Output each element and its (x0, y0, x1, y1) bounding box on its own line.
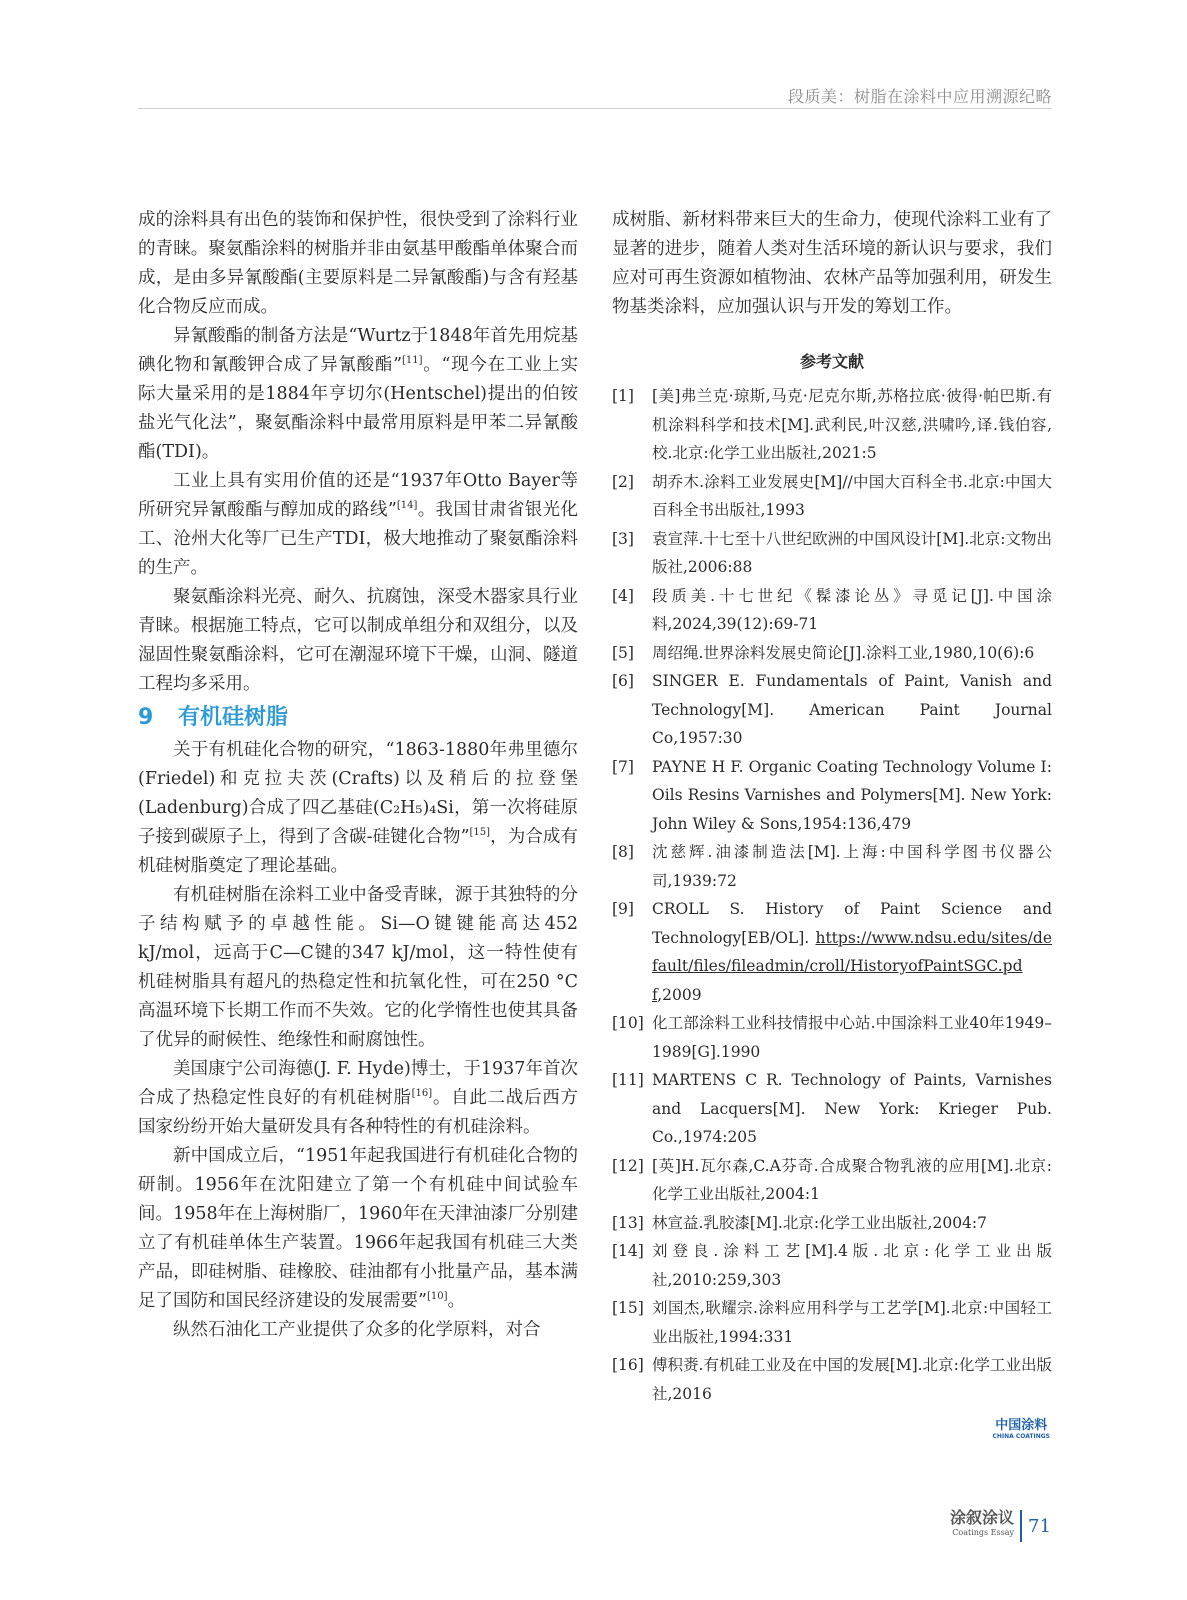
footer-divider (1020, 1510, 1022, 1542)
reference-text-part: 林宣益.乳胶漆[M].北京:化学工业出版社,2004:7 (652, 1213, 987, 1232)
references-title: 参考文献 (799, 352, 864, 371)
reference-text-part: 刘登良.涂料工艺[M].4版.北京:化学工业出版社,2010:259,303 (652, 1242, 1052, 1289)
reference-index: [16] (612, 1356, 644, 1374)
paragraph-text: 新中国成立后，“1951年起我国进行有机硅化合物的研制。1956年在沈阳建立了第一个有机硅中间试验车间。1958年在上海树脂厂，1960年在天津油漆厂分别建立了有机硅单体生产装置。1966年起我国有机硅三大类产品，即硅树脂、硅橡胶、硅油都有小批量产品，基本满足了国防和国民经济建设的发展需要” (138, 1146, 578, 1311)
footer-brand-en: Coatings Essay (952, 1528, 1015, 1537)
reference-index: [10] (612, 1014, 644, 1032)
reference-index: [5] (612, 643, 634, 662)
reference-text (652, 582, 1052, 639)
reference-text-part: SINGER E. Fundamentals of Paint, Vanish and Technology[M]. American Paint Journal Co,1957:30 (652, 672, 1052, 747)
reference-text (652, 1152, 1052, 1209)
reference-item (612, 525, 1052, 582)
reference-text-part: 周绍绳.世界涂料发展史简论[J].涂料工业,1980,10(6):6 (652, 643, 1035, 662)
reference-index: [1] (612, 387, 634, 405)
reference-index: [2] (612, 472, 634, 491)
citation-marker: [14] (396, 500, 418, 512)
reference-item (612, 895, 1052, 1009)
reference-text (652, 1009, 1052, 1066)
reference-index: [12] (612, 1156, 644, 1175)
reference-text (652, 838, 1052, 895)
reference-item (612, 1351, 1052, 1408)
reference-item (612, 639, 1052, 668)
citation-marker: [10] (426, 1291, 448, 1303)
section-number: 9 (138, 705, 154, 730)
reference-index: [7] (612, 757, 634, 776)
paragraph (138, 467, 578, 583)
paragraph (138, 322, 578, 467)
reference-item (612, 1209, 1052, 1238)
paragraph (138, 1055, 578, 1142)
running-header (138, 84, 1052, 109)
references-list (612, 382, 1052, 1408)
paragraph-text: 聚氨酯涂料光亮、耐久、抗腐蚀，深受木器家具行业青睐。根据施工特点，它可以制成单组分和双组分，以及湿固性聚氨酯涂料，它可在潮湿环境下干燥，山洞、隧道工程均多采用。 (138, 587, 578, 694)
reference-link[interactable]: https://www.ndsu.edu/sites/default/files/fileadmin/croll/HistoryofPaintSGC.pdf (652, 928, 1052, 1004)
page-footer (950, 1508, 1051, 1542)
paragraph-text: 成的涂料具有出色的装饰和保护性，很快受到了涂料行业的青睐。聚氨酯涂料的树脂并非由氨基甲酸酯单体聚合而成，是由多异氰酸酯(主要原料是二异氰酸酯)与含有羟基化合物反应而成。 (138, 210, 578, 317)
reference-item (612, 382, 1052, 468)
reference-item (612, 1294, 1052, 1351)
logo-container (612, 1418, 1052, 1441)
reference-text-part: MARTENS C R. Technology of Paints, Varnishes and Lacquers[M]. New York: Krieger Pub. Co.,1974:205 (652, 1071, 1052, 1146)
paragraph (138, 206, 578, 322)
paragraph (138, 881, 578, 1055)
reference-text-part: 胡乔木.涂料工业发展史[M]//中国大百科全书.北京:中国大百科全书出版社,1993 (652, 472, 1052, 519)
reference-text-part: [英]H.瓦尔森,C.A芬奇.合成聚合物乳液的应用[M].北京:化学工业出版社,2004:1 (652, 1156, 1052, 1203)
reference-text (652, 1351, 1052, 1408)
reference-text (652, 753, 1052, 839)
reference-text-part: 傅积赉.有机硅工业及在中国的发展[M].北京:化学工业出版社,2016 (652, 1356, 1052, 1403)
reference-text (652, 1209, 1052, 1238)
reference-item (612, 1009, 1052, 1066)
reference-index: [13] (612, 1213, 644, 1232)
citation-marker: [15] (469, 827, 491, 839)
body-text-before (138, 206, 578, 699)
reference-index: [15] (612, 1299, 644, 1317)
reference-item (612, 838, 1052, 895)
paragraph (138, 1316, 578, 1345)
citation-marker: [11] (402, 355, 423, 367)
reference-item (612, 468, 1052, 525)
paragraph (138, 736, 578, 881)
paragraph-text: 。“现今在工业上实际大量采用的是1884年亨切尔(Hentschel)提出的伯铵盐光气化法”，聚氨酯涂料中最常用原料是甲苯二异氰酸酯(TDI)。 (138, 355, 578, 462)
reference-text (652, 667, 1052, 753)
reference-index: [9] (612, 900, 634, 918)
reference-index: [4] (612, 586, 634, 605)
reference-text-part: 化工部涂料工业科技情报中心站.中国涂料工业40年1949–1989[G].1990 (652, 1014, 1052, 1061)
paragraph (138, 1142, 578, 1316)
paragraph-text: 。自此二战后西方国家纷纷开始大量研发具有各种特性的有机硅涂料。 (138, 1088, 579, 1137)
reference-text-part: 沈慈辉.油漆制造法[M].上海:中国科学图书仪器公司,1939:72 (652, 843, 1052, 890)
section-heading (138, 703, 578, 733)
paragraph-text: 异氰酸酯的制备方法是“Wurtz于1848年首先用烷基碘化物和氰酸钾合成了异氰酸酯” (138, 326, 578, 375)
reference-text-part: 刘国杰,耿耀宗.涂料应用科学与工艺学[M].北京:中国轻工业出版社,1994:331 (652, 1299, 1052, 1346)
reference-item (612, 1066, 1052, 1152)
paragraph-text: 关于有机硅化合物的研究，“1863-1880年弗里德尔(Friedel)和克拉夫茨(Crafts)以及稍后的拉登堡(Ladenburg)合成了四乙基硅(C₂H₅)₄Si，第一次将硅原子接到碳原子上，得到了含碳-硅键化合物” (138, 740, 578, 847)
reference-text (652, 1237, 1052, 1294)
reference-index: [11] (612, 1071, 644, 1089)
page-number: 71 (1028, 1516, 1051, 1537)
reference-text-part: PAYNE H F. Organic Coating Technology Volume Ⅰ: Oils Resins Varnishes and Polymers[M]. New York: John Wiley & Sons,1954:136,479 (652, 757, 1052, 833)
right-column (612, 206, 1052, 1441)
paragraph (138, 583, 578, 699)
reference-text (652, 1066, 1052, 1152)
reference-text-part: [美]弗兰克·琼斯,马克·尼克尔斯,苏格拉底·彼得·帕巴斯.有机涂料科学和技术[M].武利民,叶汉慈,洪啸吟,译.钱伯容,校.北京:化学工业出版社,2021:5 (652, 387, 1052, 462)
section-title: 有机硅树脂 (178, 705, 289, 730)
reference-text (652, 639, 1052, 668)
paragraph-text: 美国康宁公司海德(J. F. Hyde)博士，于1937年首次合成了热稳定性良好的有机硅树脂 (138, 1059, 578, 1108)
paragraph-text: 工业上具有实用价值的还是“1937年Otto Bayer等所研究异氰酸酯与醇加成的路线” (138, 471, 578, 520)
footer-brand (950, 1508, 1014, 1538)
reference-text (652, 895, 1052, 1009)
reference-text (652, 1294, 1052, 1351)
reference-text-part: ,2009 (657, 985, 702, 1004)
reference-item (612, 1237, 1052, 1294)
reference-text-part: 段质美.十七世纪《髹漆论丛》寻觅记[J].中国涂料,2024,39(12):69-71 (652, 586, 1052, 633)
logo-cn: 中国涂料 (995, 1418, 1048, 1433)
paragraph-text: 。我国甘肃省银光化工、沧州大化等厂已生产TDI，极大地推动了聚氨酯涂料的生产。 (138, 500, 578, 578)
reference-text (652, 468, 1052, 525)
paragraph: 成树脂、新材料带来巨大的生命力，使现代涂料工业有了显著的进步，随着人类对生活环境的新认识与要求，我们应对可再生资源如植物油、农林产品等加强利用，研发生物基类涂料，应加强认识与开发的筹划工作。 (612, 210, 1052, 317)
reference-text-part: 袁宣萍.十七至十八世纪欧洲的中国风设计[M].北京:文物出版社,2006:88 (652, 529, 1052, 576)
reference-item (612, 1152, 1052, 1209)
logo-en: CHINA COATINGS (992, 1433, 1050, 1440)
reference-index: [14] (612, 1242, 644, 1260)
running-header-title: 段质美：树脂在涂料中应用溯源纪略 (787, 87, 1052, 106)
footer-brand-cn: 涂叙涂议 (950, 1508, 1015, 1527)
reference-text-part: CROLL S. History of Paint Science and Technology[EB/OL]. (652, 900, 1052, 947)
reference-text (652, 525, 1052, 582)
body-text-after (138, 736, 578, 1345)
paragraph-text: 。 (447, 1291, 465, 1311)
paragraph-text: ，为合成有机硅树脂奠定了理论基础。 (138, 827, 579, 876)
china-coatings-logo (992, 1418, 1050, 1441)
citation-marker: [16] (411, 1088, 433, 1100)
paragraph-text: 纵然石油化工产业提供了众多的化学原料，对合 (173, 1320, 541, 1340)
reference-text (652, 382, 1052, 468)
reference-item (612, 753, 1052, 839)
reference-item (612, 667, 1052, 753)
left-column (138, 206, 578, 1345)
reference-index: [3] (612, 529, 634, 548)
reference-index: [6] (612, 672, 634, 690)
reference-item (612, 582, 1052, 639)
reference-index: [8] (612, 843, 634, 861)
paragraph-text: 有机硅树脂在涂料工业中备受青睐，源于其独特的分子结构赋予的卓越性能。Si—O键键能高达452 kJ/mol，远高于C—C键的347 kJ/mol，这一特性使有机硅树脂具有超凡的热稳定性和抗氧化性，可在250 °C高温环境下长期工作而不失效。它的化学惰性也使其具备了优异的耐候性、绝缘性和耐腐蚀性。 (138, 885, 578, 1050)
